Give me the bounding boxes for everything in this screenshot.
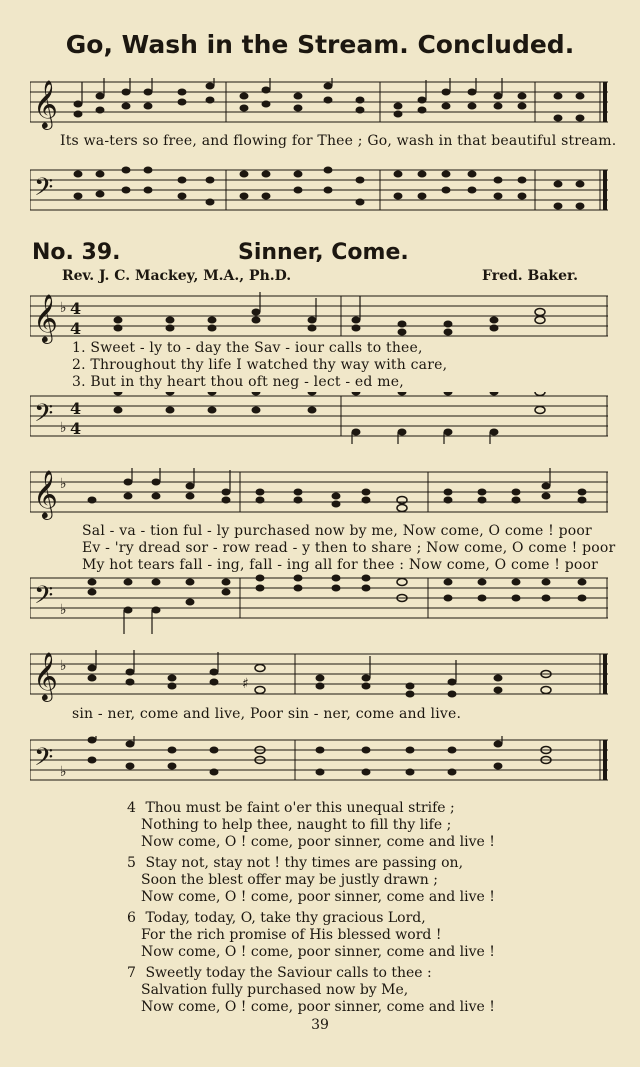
svg-text:♯: ♯ (242, 676, 249, 692)
svg-text:♭: ♭ (60, 476, 67, 492)
svg-text:4: 4 (70, 399, 82, 418)
svg-text:𝄞: 𝄞 (33, 79, 58, 128)
svg-text:𝄞: 𝄞 (33, 651, 58, 700)
system3-lyrics: sin - ner, come and live, Poor sin - ner, come and live. (72, 706, 462, 722)
verse-6 (127, 910, 495, 961)
svg-text:♭: ♭ (60, 420, 67, 436)
prev-hymn-title: Go, Wash in the Stream. Concluded. (65, 30, 575, 59)
verse-line: For the rich promise of His blessed word ! (141, 927, 442, 943)
system1-verse1: 1. Sweet - ly to - day the Sav - iour calls to thee, (72, 340, 423, 356)
verse-7 (127, 965, 495, 1016)
svg-text:4: 4 (70, 299, 82, 318)
prev-hymn-treble-staff (30, 78, 608, 130)
svg-text:♭: ♭ (60, 300, 67, 316)
system1-treble-staff (30, 292, 608, 344)
system1-verse2: 2. Throughout thy life I watched thy way with care, (72, 357, 448, 373)
verse-line: Now come, O ! come, poor sinner, come and live ! (141, 834, 495, 850)
verse-number: 7 (127, 965, 136, 981)
verse-line: Soon the blest offer may be justly drawn ; (141, 872, 438, 888)
svg-text:𝄢: 𝄢 (34, 581, 54, 616)
page-number: 39 (311, 1017, 329, 1033)
svg-text:𝄢: 𝄢 (34, 399, 54, 434)
hymn-title: Sinner, Come. (238, 240, 409, 265)
svg-text:𝄢: 𝄢 (34, 173, 54, 208)
svg-text:𝄢: 𝄢 (34, 743, 54, 778)
verse-line: Nothing to help thee, naught to fill thy life ; (141, 817, 452, 833)
verse-line: Sweetly today the Saviour calls to thee : (145, 965, 432, 981)
system1-bass-staff (30, 392, 608, 446)
prev-hymn-bass-staff (30, 166, 608, 218)
system2-treble-staff (30, 468, 608, 520)
verse-line: Now come, O ! come, poor sinner, come and live ! (141, 944, 495, 960)
system1-verse3: 3. But in thy heart thou oft neg - lect - ed me, (72, 374, 404, 390)
verse-line: Today, today, O, take thy gracious Lord, (145, 910, 426, 926)
verse-number: 4 (127, 800, 136, 816)
system3-treble-staff (30, 650, 608, 702)
system3-bass-staff (30, 736, 608, 788)
verse-line: Stay not, stay not ! thy times are passing on, (145, 855, 464, 871)
system2-verse1: Sal - va - tion ful - ly purchased now by me, Now come, O come ! poor (82, 523, 592, 539)
svg-text:♭: ♭ (60, 658, 67, 674)
system2-verse3: My hot tears fall - ing, fall - ing all for thee : Now come, O come ! poor (82, 557, 599, 573)
verse-5 (127, 855, 495, 906)
verse-line: Salvation fully purchased now by Me, (141, 982, 409, 998)
verse-line: Thou must be faint o'er this unequal strife ; (145, 800, 455, 816)
hymn-composer: Fred. Baker. (482, 268, 578, 284)
svg-text:4: 4 (70, 419, 82, 438)
svg-text:♭: ♭ (60, 764, 67, 780)
hymn-author: Rev. J. C. Mackey, M.A., Ph.D. (62, 268, 292, 284)
verse-line: Now come, O ! come, poor sinner, come and live ! (141, 999, 495, 1015)
svg-text:4: 4 (70, 319, 82, 338)
svg-text:𝄞: 𝄞 (33, 293, 58, 342)
svg-text:𝄞: 𝄞 (33, 469, 58, 518)
svg-text:♭: ♭ (60, 602, 67, 618)
prev-hymn-lyric: Its wa-ters so free, and flowing for Thee ; Go, wash in that beautiful stream. (60, 133, 617, 149)
system2-verse2: Ev - 'ry dread sor - row read - y then to share ; Now come, O come ! poor (82, 540, 616, 556)
verse-4 (127, 800, 495, 851)
system2-bass-staff (30, 574, 608, 636)
hymn-number: No. 39. (32, 240, 121, 265)
verse-line: Now come, O ! come, poor sinner, come and live ! (141, 889, 495, 905)
verse-number: 5 (127, 855, 136, 871)
verse-number: 6 (127, 910, 136, 926)
